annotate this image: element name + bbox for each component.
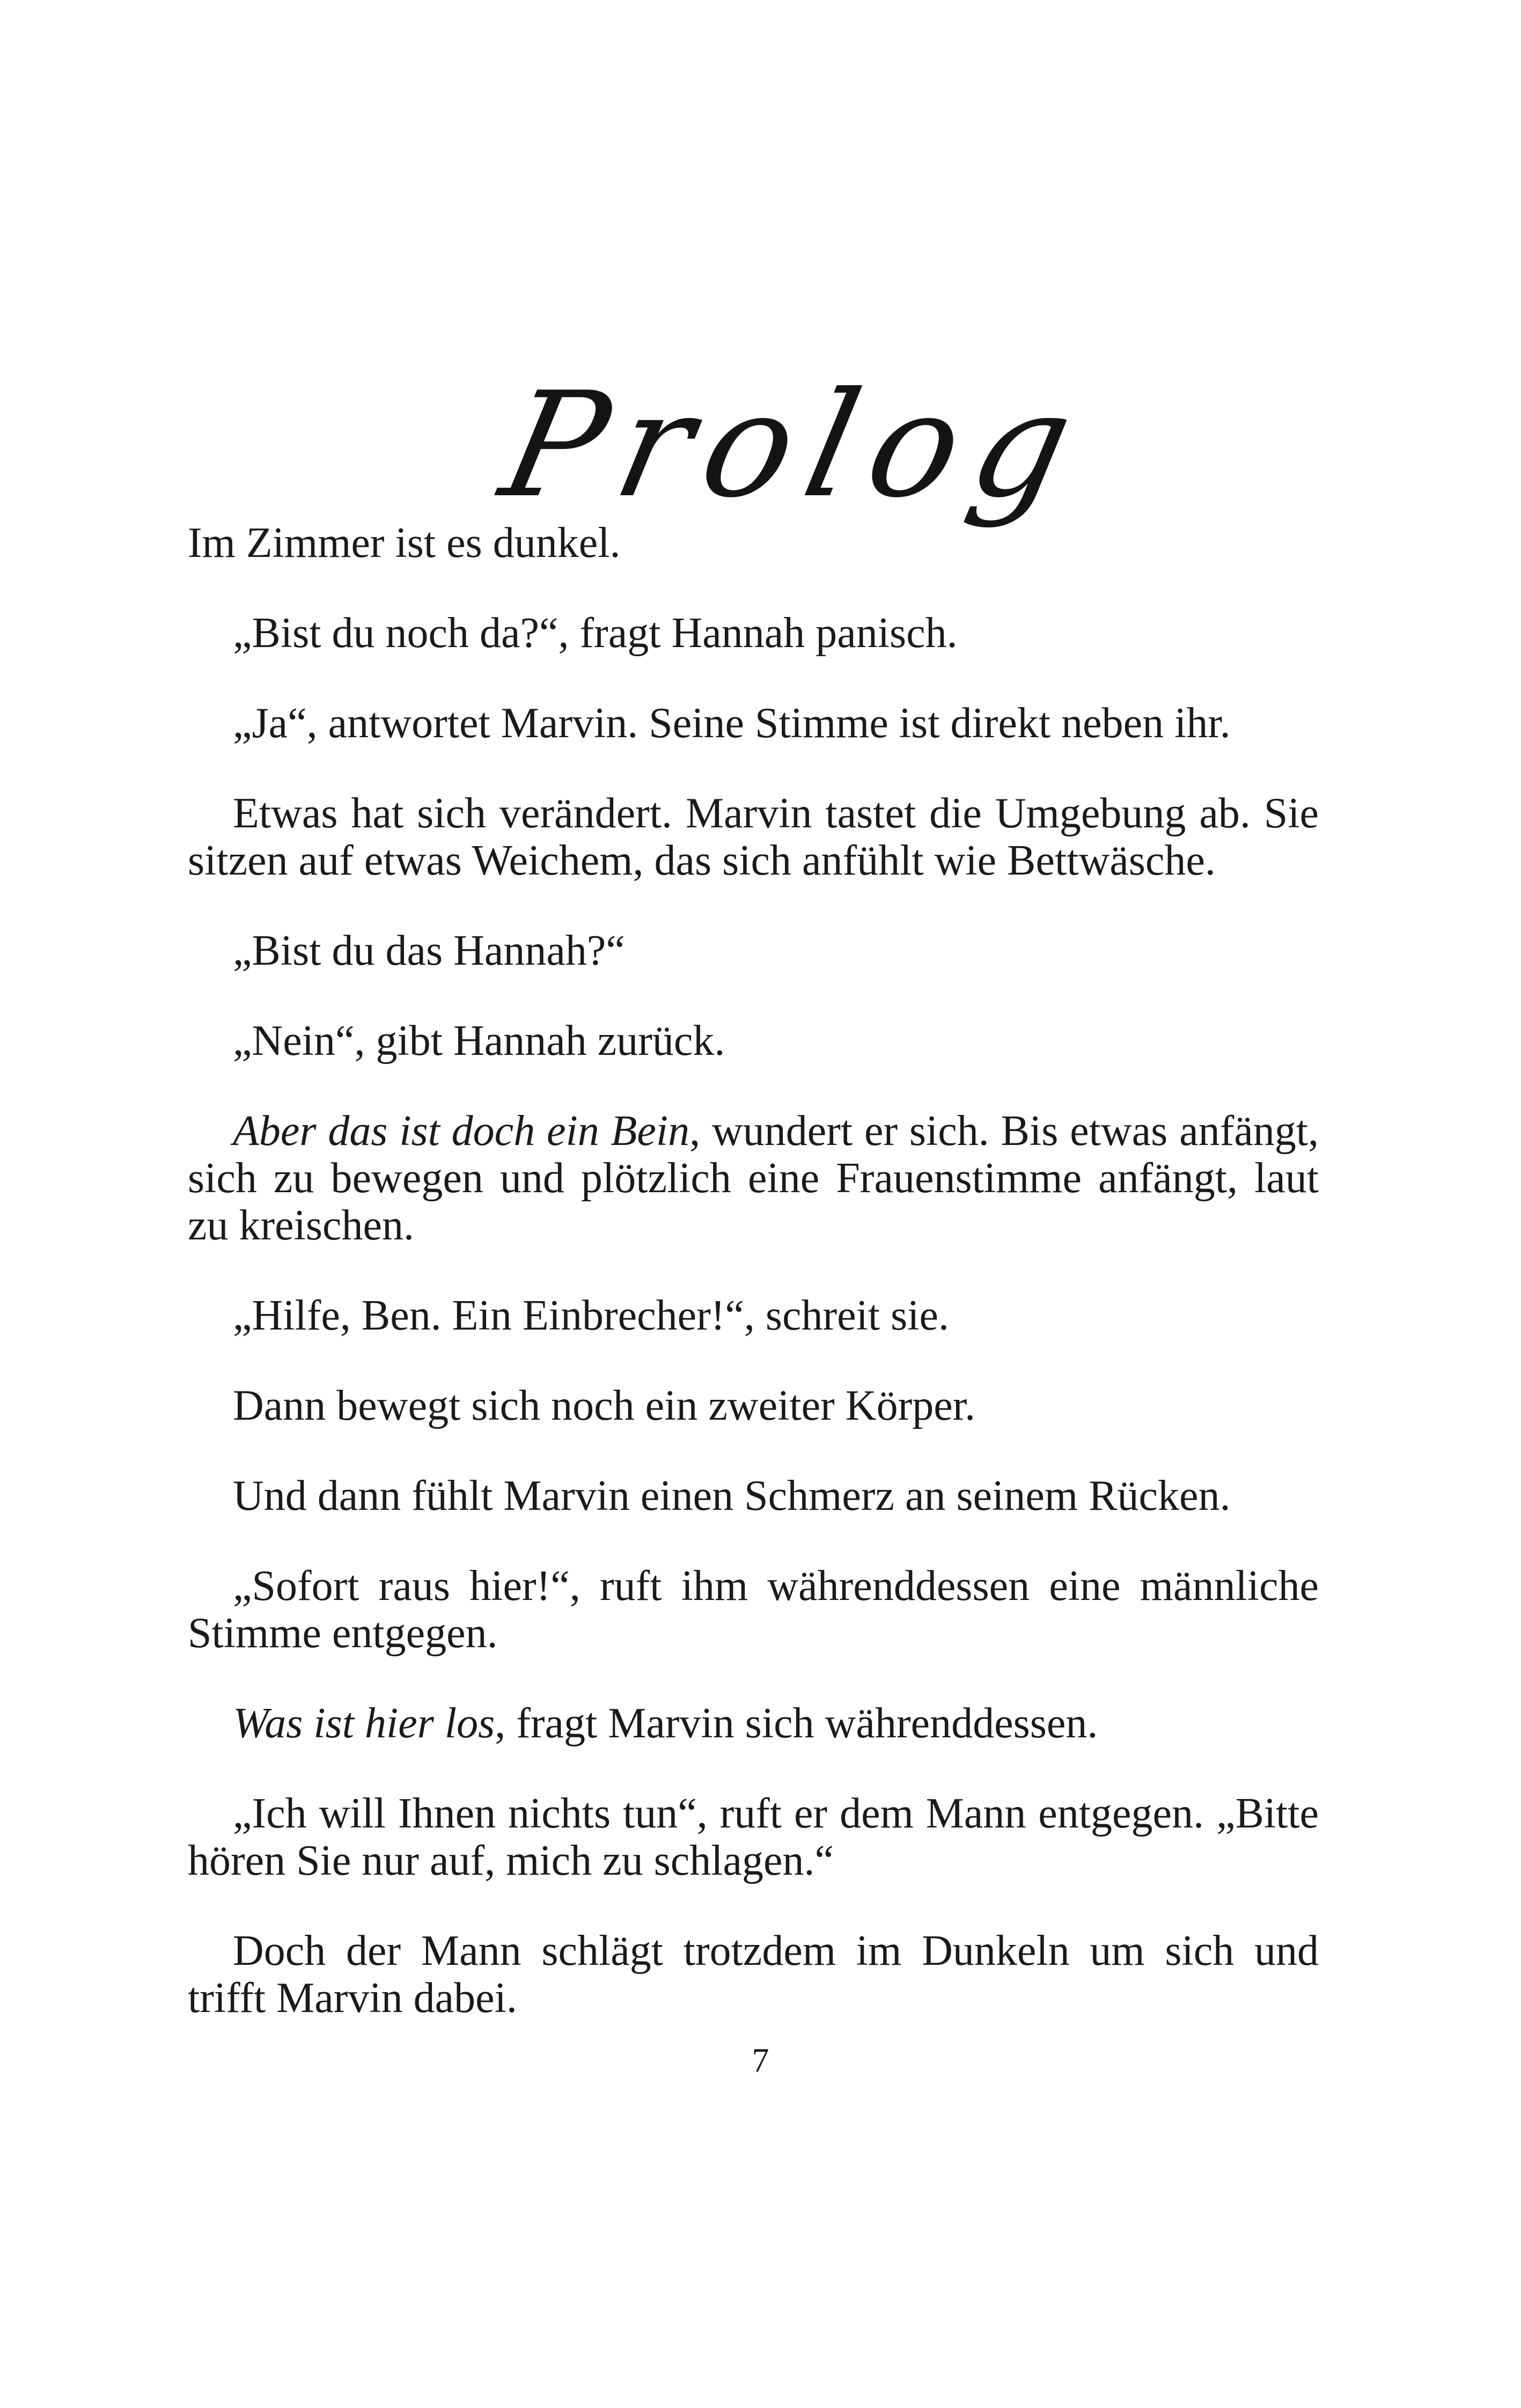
paragraph: „Bist du noch da?“, fragt Hannah panisch. [233,610,958,657]
body-text [188,519,1319,2022]
paragraph: „Sofort raus hier!“, ruft ihm währenddessen eine männliche Stimme entgegen. [188,1562,1319,1657]
paragraph: Im Zimmer ist es dunkel. [188,519,621,567]
paragraph: Doch der Mann schlägt trotzdem im Dunkeln um sich und trifft Marvin dabei. [188,1927,1319,2022]
paragraph: Aber das ist doch ein Bein, wundert er sich. Bis etwas anfängt, sich zu bewegen und plötzlich eine Frauenstimme anfängt, laut zu kreischen. [188,1107,1319,1249]
paragraph: „Ich will Ihnen nichts tun“, ruft er dem Mann entgegen. „Bitte hören Sie nur auf, mich zu schlagen.“ [188,1790,1319,1884]
paragraph: „Bist du das Hannah?“ [233,927,625,974]
paragraph: „Nein“, gibt Hannah zurück. [233,1017,725,1064]
paragraph: „Hilfe, Ben. Ein Einbrecher!“, schreit sie. [233,1292,949,1339]
paragraph: Dann bewegt sich noch ein zweiter Körper. [233,1382,975,1429]
chapter-title: Prolog [489,361,1102,530]
page-number: 7 [752,2041,769,2079]
italic-thought: Aber das ist doch ein Bein [233,1107,690,1155]
paragraph: „Ja“, antwortet Marvin. Seine Stimme ist direkt neben ihr. [233,700,1231,747]
paragraph: Was ist hier los, fragt Marvin sich währenddessen. [233,1700,1098,1747]
paragraph: Etwas hat sich verändert. Marvin tastet die Umgebung ab. Sie sitzen auf etwas Weichem, das sich anfühlt wie Bettwäsche. [188,790,1319,884]
italic-thought: Was ist hier los [233,1700,495,1747]
paragraph: Und dann fühlt Marvin einen Schmerz an seinem Rücken. [233,1472,1231,1519]
